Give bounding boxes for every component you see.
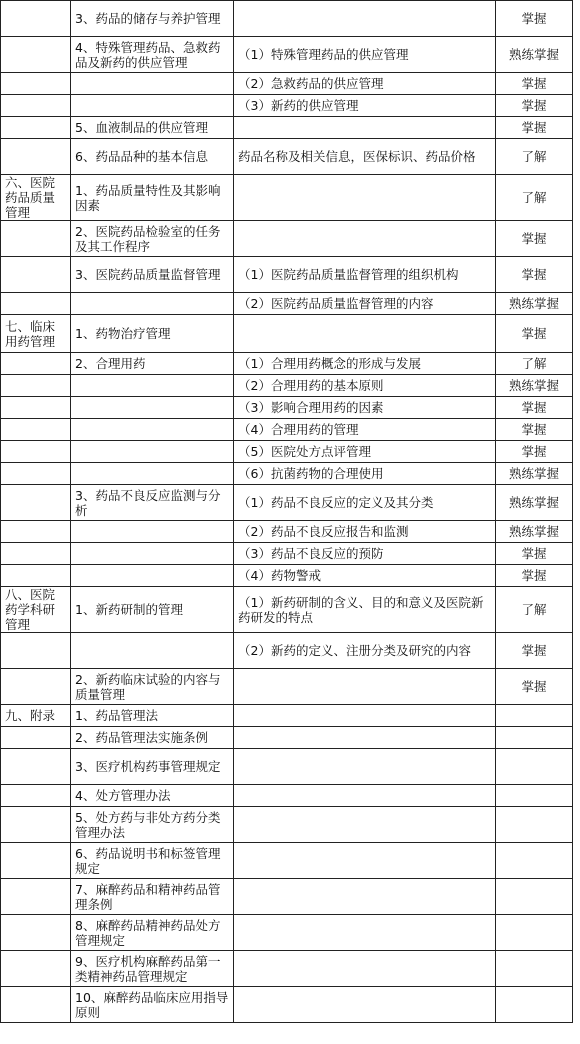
level-cell: 掌握 [496, 95, 573, 117]
point-cell: （5）医院处方点评管理 [234, 441, 496, 463]
point-cell: （2）药品不良反应报告和监测 [234, 521, 496, 543]
table-row [1, 879, 573, 915]
point-cell: （1）特殊管理药品的供应管理 [234, 37, 496, 73]
point-cell: （3）新药的供应管理 [234, 95, 496, 117]
table-row [1, 785, 573, 807]
table-row [1, 521, 573, 543]
unit-cell [1, 221, 71, 257]
detail-cell [71, 397, 234, 419]
detail-cell: 3、医院药品质量监督管理 [71, 257, 234, 293]
detail-cell: 3、药品的储存与养护管理 [71, 1, 234, 37]
level-cell [496, 879, 573, 915]
detail-cell: 6、药品品种的基本信息 [71, 139, 234, 175]
table-row [1, 1, 573, 37]
level-cell: 熟练掌握 [496, 485, 573, 521]
point-cell: （2）医院药品质量监督管理的内容 [234, 293, 496, 315]
table-row [1, 221, 573, 257]
level-cell: 掌握 [496, 543, 573, 565]
unit-cell: 六、医院药品质量管理 [1, 175, 71, 221]
level-cell: 熟练掌握 [496, 375, 573, 397]
detail-cell [71, 73, 234, 95]
point-cell: （2）合理用药的基本原则 [234, 375, 496, 397]
point-cell: （1）药品不良反应的定义及其分类 [234, 485, 496, 521]
detail-cell [71, 419, 234, 441]
point-cell: （2）新药的定义、注册分类及研究的内容 [234, 633, 496, 669]
level-cell [496, 951, 573, 987]
table-row [1, 485, 573, 521]
table-row [1, 175, 573, 221]
table-row [1, 543, 573, 565]
point-cell [234, 749, 496, 785]
point-cell [234, 1, 496, 37]
level-cell [496, 843, 573, 879]
detail-cell [71, 293, 234, 315]
detail-cell [71, 95, 234, 117]
level-cell: 了解 [496, 139, 573, 175]
point-cell: 药品名称及相关信息，医保标识、药品价格 [234, 139, 496, 175]
table-row [1, 95, 573, 117]
point-cell: （1）医院药品质量监督管理的组织机构 [234, 257, 496, 293]
unit-cell [1, 293, 71, 315]
point-cell [234, 807, 496, 843]
level-cell [496, 749, 573, 785]
point-cell: （1）合理用药概念的形成与发展 [234, 353, 496, 375]
level-cell [496, 807, 573, 843]
table-row [1, 353, 573, 375]
level-cell: 熟练掌握 [496, 37, 573, 73]
table-row [1, 951, 573, 987]
detail-cell: 3、药品不良反应监测与分析 [71, 485, 234, 521]
detail-cell: 6、药品说明书和标签管理规定 [71, 843, 234, 879]
level-cell: 掌握 [496, 221, 573, 257]
point-cell [234, 879, 496, 915]
unit-cell [1, 807, 71, 843]
unit-cell [1, 951, 71, 987]
detail-cell [71, 565, 234, 587]
table-row [1, 315, 573, 353]
level-cell [496, 705, 573, 727]
unit-cell [1, 485, 71, 521]
level-cell: 掌握 [496, 397, 573, 419]
table-row [1, 117, 573, 139]
detail-cell: 1、药物治疗管理 [71, 315, 234, 353]
level-cell: 掌握 [496, 73, 573, 95]
level-cell: 掌握 [496, 441, 573, 463]
detail-cell: 8、麻醉药品精神药品处方管理规定 [71, 915, 234, 951]
level-cell: 掌握 [496, 1, 573, 37]
table-row [1, 257, 573, 293]
unit-cell [1, 463, 71, 485]
point-cell [234, 117, 496, 139]
table-row [1, 915, 573, 951]
unit-cell [1, 73, 71, 95]
unit-cell [1, 749, 71, 785]
unit-cell [1, 843, 71, 879]
table-row [1, 139, 573, 175]
table-row [1, 397, 573, 419]
point-cell [234, 785, 496, 807]
unit-cell [1, 915, 71, 951]
unit-cell [1, 727, 71, 749]
detail-cell [71, 375, 234, 397]
table-row [1, 441, 573, 463]
detail-cell: 7、麻醉药品和精神药品管理条例 [71, 879, 234, 915]
table-row [1, 633, 573, 669]
unit-cell [1, 95, 71, 117]
point-cell [234, 727, 496, 749]
table-row [1, 727, 573, 749]
point-cell [234, 987, 496, 1023]
unit-cell [1, 419, 71, 441]
unit-cell: 七、临床用药管理 [1, 315, 71, 353]
point-cell: （6）抗菌药物的合理使用 [234, 463, 496, 485]
detail-cell: 4、处方管理办法 [71, 785, 234, 807]
unit-cell [1, 37, 71, 73]
point-cell [234, 221, 496, 257]
point-cell [234, 843, 496, 879]
detail-cell: 9、医疗机构麻醉药品第一类精神药品管理规定 [71, 951, 234, 987]
detail-cell [71, 521, 234, 543]
level-cell [496, 727, 573, 749]
level-cell: 掌握 [496, 117, 573, 139]
level-cell: 了解 [496, 353, 573, 375]
unit-cell [1, 543, 71, 565]
unit-cell [1, 375, 71, 397]
detail-cell: 2、药品管理法实施条例 [71, 727, 234, 749]
level-cell: 掌握 [496, 565, 573, 587]
table-row [1, 705, 573, 727]
unit-cell [1, 879, 71, 915]
detail-cell: 5、血液制品的供应管理 [71, 117, 234, 139]
level-cell [496, 915, 573, 951]
level-cell: 掌握 [496, 633, 573, 669]
unit-cell [1, 441, 71, 463]
table-row [1, 73, 573, 95]
unit-cell [1, 785, 71, 807]
level-cell: 熟练掌握 [496, 463, 573, 485]
detail-cell: 10、麻醉药品临床应用指导原则 [71, 987, 234, 1023]
detail-cell [71, 441, 234, 463]
table-row [1, 375, 573, 397]
detail-cell [71, 463, 234, 485]
table-row [1, 587, 573, 633]
unit-cell: 九、附录 [1, 705, 71, 727]
point-cell [234, 915, 496, 951]
table-row [1, 987, 573, 1023]
table-row [1, 463, 573, 485]
point-cell: （3）药品不良反应的预防 [234, 543, 496, 565]
level-cell: 熟练掌握 [496, 521, 573, 543]
detail-cell: 2、医院药品检验室的任务及其工作程序 [71, 221, 234, 257]
level-cell: 掌握 [496, 669, 573, 705]
table-row [1, 843, 573, 879]
table-row [1, 293, 573, 315]
table-row [1, 565, 573, 587]
unit-cell [1, 257, 71, 293]
detail-cell [71, 633, 234, 669]
level-cell: 了解 [496, 587, 573, 633]
level-cell [496, 987, 573, 1023]
level-cell: 了解 [496, 175, 573, 221]
detail-cell: 2、合理用药 [71, 353, 234, 375]
unit-cell [1, 353, 71, 375]
level-cell [496, 785, 573, 807]
point-cell [234, 951, 496, 987]
point-cell [234, 705, 496, 727]
unit-cell [1, 397, 71, 419]
syllabus-table-body [1, 1, 573, 1023]
detail-cell: 4、特殊管理药品、急救药品及新药的供应管理 [71, 37, 234, 73]
unit-cell [1, 565, 71, 587]
point-cell [234, 175, 496, 221]
unit-cell [1, 633, 71, 669]
unit-cell [1, 521, 71, 543]
detail-cell: 5、处方药与非处方药分类管理办法 [71, 807, 234, 843]
detail-cell [71, 543, 234, 565]
point-cell: （4）合理用药的管理 [234, 419, 496, 441]
point-cell [234, 315, 496, 353]
level-cell: 熟练掌握 [496, 293, 573, 315]
unit-cell [1, 1, 71, 37]
point-cell: （2）急救药品的供应管理 [234, 73, 496, 95]
unit-cell [1, 139, 71, 175]
point-cell: （3）影响合理用药的因素 [234, 397, 496, 419]
unit-cell: 八、医院药学科研管理 [1, 587, 71, 633]
detail-cell: 2、新药临床试验的内容与质量管理 [71, 669, 234, 705]
level-cell: 掌握 [496, 419, 573, 441]
point-cell [234, 669, 496, 705]
unit-cell [1, 669, 71, 705]
unit-cell [1, 987, 71, 1023]
table-row [1, 749, 573, 785]
point-cell: （1）新药研制的含义、目的和意义及医院新药研发的特点 [234, 587, 496, 633]
detail-cell: 1、新药研制的管理 [71, 587, 234, 633]
table-row [1, 419, 573, 441]
table-row [1, 669, 573, 705]
point-cell: （4）药物警戒 [234, 565, 496, 587]
detail-cell: 1、药品管理法 [71, 705, 234, 727]
detail-cell: 1、药品质量特性及其影响因素 [71, 175, 234, 221]
level-cell: 掌握 [496, 315, 573, 353]
table-row [1, 807, 573, 843]
unit-cell [1, 117, 71, 139]
table-row [1, 37, 573, 73]
detail-cell: 3、医疗机构药事管理规定 [71, 749, 234, 785]
level-cell: 掌握 [496, 257, 573, 293]
